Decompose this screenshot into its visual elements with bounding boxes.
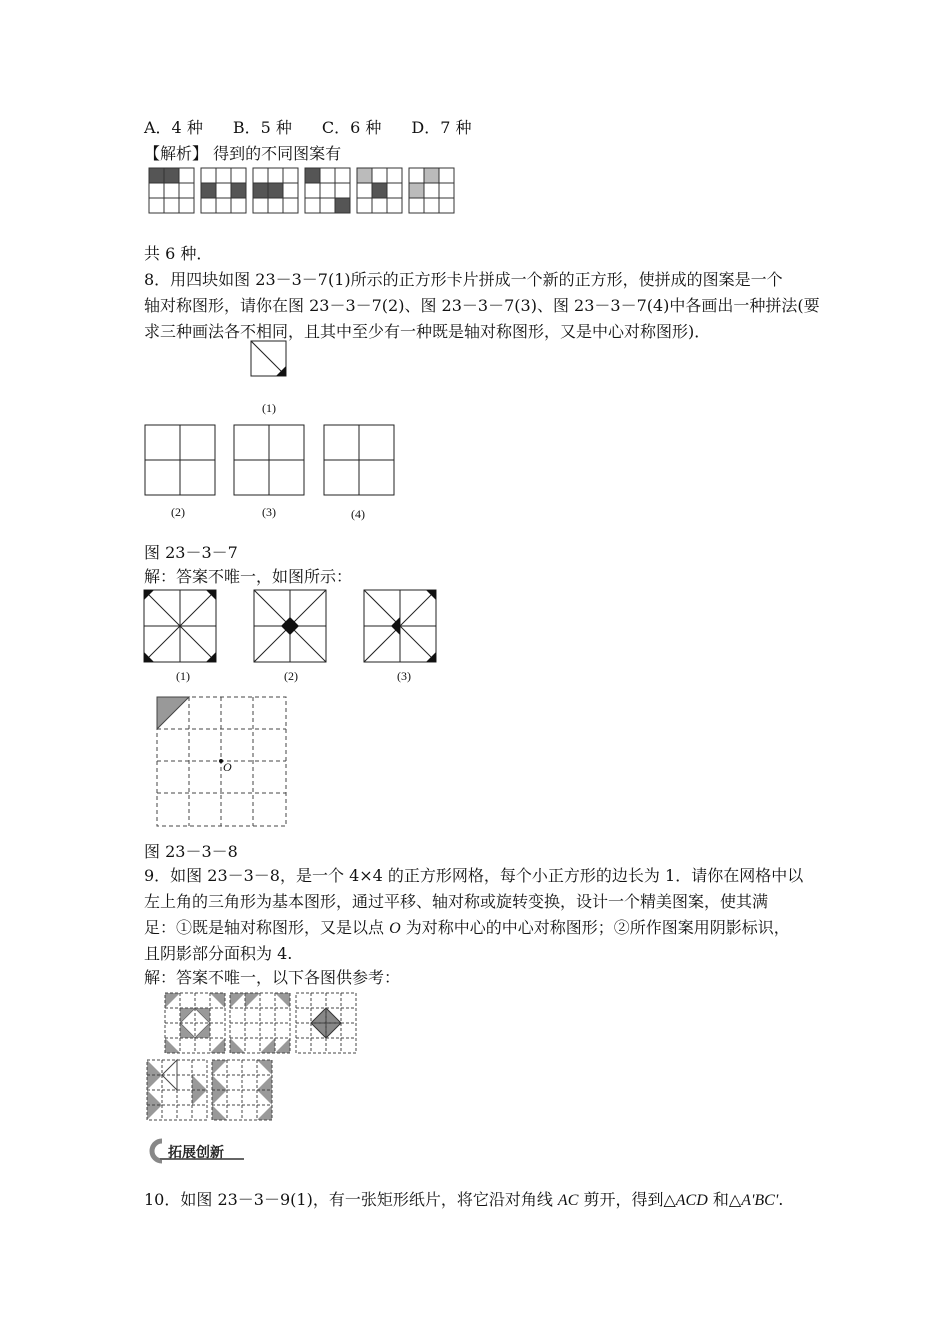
option-b: B．5 种 <box>232 118 292 137</box>
option-c: C．6 种 <box>321 118 382 137</box>
q8-line3: 求三种画法各不相同，且其中至少有一种既是轴对称图形，又是中心对称图形)． <box>144 322 711 341</box>
solution-3-caption: (3) <box>397 669 411 683</box>
q8-fig-label: 图 23－3－7 <box>144 543 238 562</box>
q9-fig-label: 图 23－3－8 <box>144 842 238 861</box>
design-3 <box>296 993 356 1053</box>
q8-solution: 解：答案不唯一，如图所示： <box>144 567 353 586</box>
extension-banner <box>144 1138 248 1164</box>
grid-2-caption: (2) <box>171 505 185 519</box>
q9-line2: 左上角的三角形为基本图形，通过平移、轴对称或旋转变换，设计一个精美图案，使其满 <box>144 892 769 911</box>
q9-line4: 且阴影部分面积为 4. <box>144 944 293 963</box>
q7-analysis: 【解析】 得到的不同图案有 <box>144 144 342 163</box>
design-5 <box>212 1060 272 1120</box>
q10-line1: 10．如图 23－3－9(1)，有一张矩形纸片，将它沿对角线 AC 剪开，得到△ACD 和△A'BC'. <box>144 1190 784 1209</box>
pattern-1 <box>149 168 194 213</box>
design-2 <box>230 993 290 1053</box>
grid-3-caption: (3) <box>262 505 276 519</box>
q8-empty-grids <box>144 424 400 498</box>
option-a: A．4 种 <box>144 118 203 137</box>
q7-options <box>144 115 501 141</box>
design-4 <box>147 1060 207 1120</box>
option-d: D．7 种 <box>411 118 472 137</box>
solution-2 <box>254 590 326 662</box>
q9-line3: 足：①既是轴对称图形，又是以点 O 为对称中心的中心对称图形；②所作图案用阴影标识， <box>144 918 790 937</box>
solution-3 <box>364 590 436 662</box>
grid-3 <box>234 425 304 495</box>
q9-example-designs <box>146 992 362 1124</box>
q8-line2: 轴对称图形，请你在图 23－3－7(2)、图 23－3－7(3)、图 23－3－7(4)中各画出一种拼法(要 <box>144 296 820 315</box>
pattern-4 <box>305 168 350 213</box>
solution-2-caption: (2) <box>284 669 298 683</box>
solution-1 <box>144 590 216 662</box>
q8-line1: 8．用四块如图 23－3－7(1)所示的正方形卡片拼成一个新的正方形，使拼成的图案是一个 <box>144 270 783 289</box>
design-1 <box>165 993 225 1053</box>
q8-card <box>250 340 290 380</box>
q7-total: 共 6 种． <box>144 244 213 263</box>
q9-line1: 9．如图 23－3－8，是一个 4×4 的正方形网格，每个小正方形的边长为 1．请你在网格中以 <box>144 866 804 885</box>
pattern-3 <box>253 168 298 213</box>
pattern-5 <box>357 168 402 213</box>
pattern-2 <box>201 168 246 213</box>
grid-4-caption: (4) <box>351 507 365 521</box>
q7-patterns <box>148 167 458 215</box>
banner-text: 拓展创新 <box>168 1145 224 1161</box>
grid-2 <box>145 425 215 495</box>
q8-card-caption: (1) <box>262 401 276 415</box>
center-label: O <box>223 760 232 774</box>
pattern-6 <box>409 168 454 213</box>
grid-4 <box>324 425 394 495</box>
q8-solution-figures <box>143 589 443 665</box>
solution-1-caption: (1) <box>176 669 190 683</box>
q9-solution: 解：答案不唯一，以下各图供参考： <box>144 968 401 987</box>
